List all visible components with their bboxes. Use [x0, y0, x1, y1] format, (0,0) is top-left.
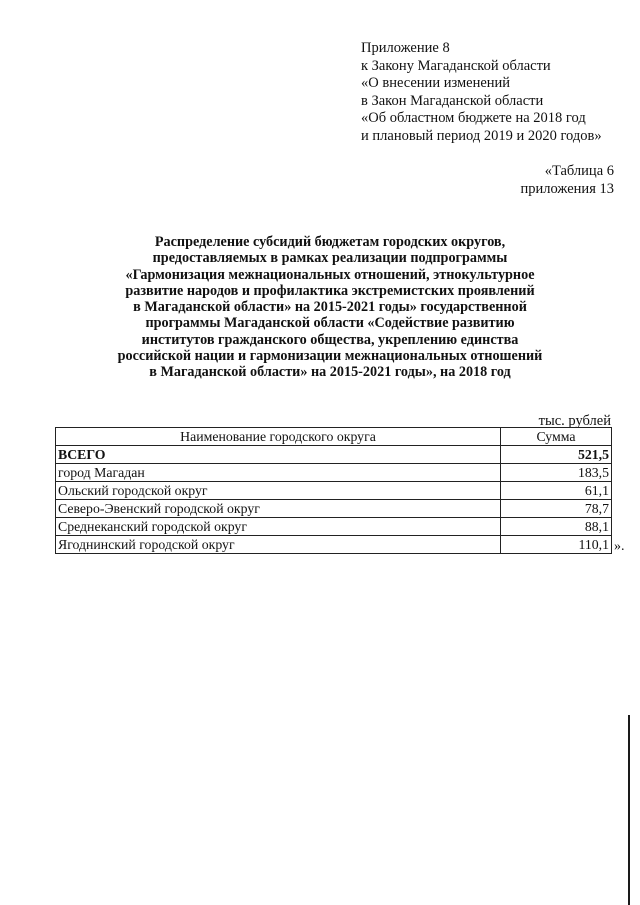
appendix-line: в Закон Магаданской области: [361, 92, 544, 109]
title-line: институтов гражданского общества, укреплению единства: [141, 331, 519, 348]
district-name: Ягоднинский городской округ: [56, 536, 501, 554]
unit-label: тыс. рублей: [538, 413, 611, 429]
header-amount: Сумма: [501, 428, 612, 446]
title-line: программы Магаданской области «Содействие развитию: [145, 315, 515, 332]
table-row-total: [56, 446, 612, 464]
district-amount: 110,1: [501, 536, 612, 554]
district-amount: 61,1: [501, 482, 612, 500]
appendix-line: «О внесении изменений: [361, 75, 511, 92]
table-row: [56, 518, 612, 536]
table-header-row: [56, 428, 612, 446]
district-name: Среднеканский городской округ: [56, 518, 501, 536]
appendix-line: «Об областном бюджете на 2018 год: [361, 110, 586, 127]
appendix-line: к Закону Магаданской области: [361, 57, 551, 74]
title-line: российской нации и гармонизации межнациональных отношений: [117, 348, 543, 365]
appendix-line: Приложение 8: [361, 40, 450, 56]
total-label: ВСЕГО: [56, 446, 501, 464]
appendix-reference: [361, 40, 602, 146]
closing-quote-mark: ».: [614, 539, 625, 554]
table-row: [56, 500, 612, 518]
district-name: Северо-Эвенский городской округ: [56, 500, 501, 518]
subsidy-table: [55, 427, 612, 554]
title-line: «Гармонизация межнациональных отношений, этнокультурное: [125, 266, 535, 283]
header-district-name: Наименование городского округа: [56, 428, 501, 446]
document-title: [70, 234, 590, 381]
scan-edge-line: [628, 715, 630, 905]
district-amount: 183,5: [501, 464, 612, 482]
table-row: [56, 536, 612, 554]
table-row: [56, 464, 612, 482]
table-reference-line: приложения 13: [520, 180, 614, 197]
title-line: Распределение субсидий бюджетам городских округов,: [154, 234, 506, 250]
district-name: Ольский городской округ: [56, 482, 501, 500]
title-line: предоставляемых в рамках реализации подпрограммы: [152, 250, 508, 267]
table-row: [56, 482, 612, 500]
title-line: в Магаданской области» на 2015-2021 годы» государственной: [133, 299, 527, 316]
district-amount: 88,1: [501, 518, 612, 536]
table-reference: [521, 163, 614, 198]
total-amount: 521,5: [501, 446, 612, 464]
title-line: в Магаданской области» на 2015-2021 годы», на 2018 год: [149, 364, 511, 381]
table-reference-line: «Таблица 6: [544, 163, 614, 179]
district-amount: 78,7: [501, 500, 612, 518]
appendix-line: и плановый период 2019 и 2020 годов»: [361, 127, 602, 144]
district-name: город Магадан: [56, 464, 501, 482]
title-line: развитие народов и профилактика экстремистских проявлений: [125, 282, 535, 299]
